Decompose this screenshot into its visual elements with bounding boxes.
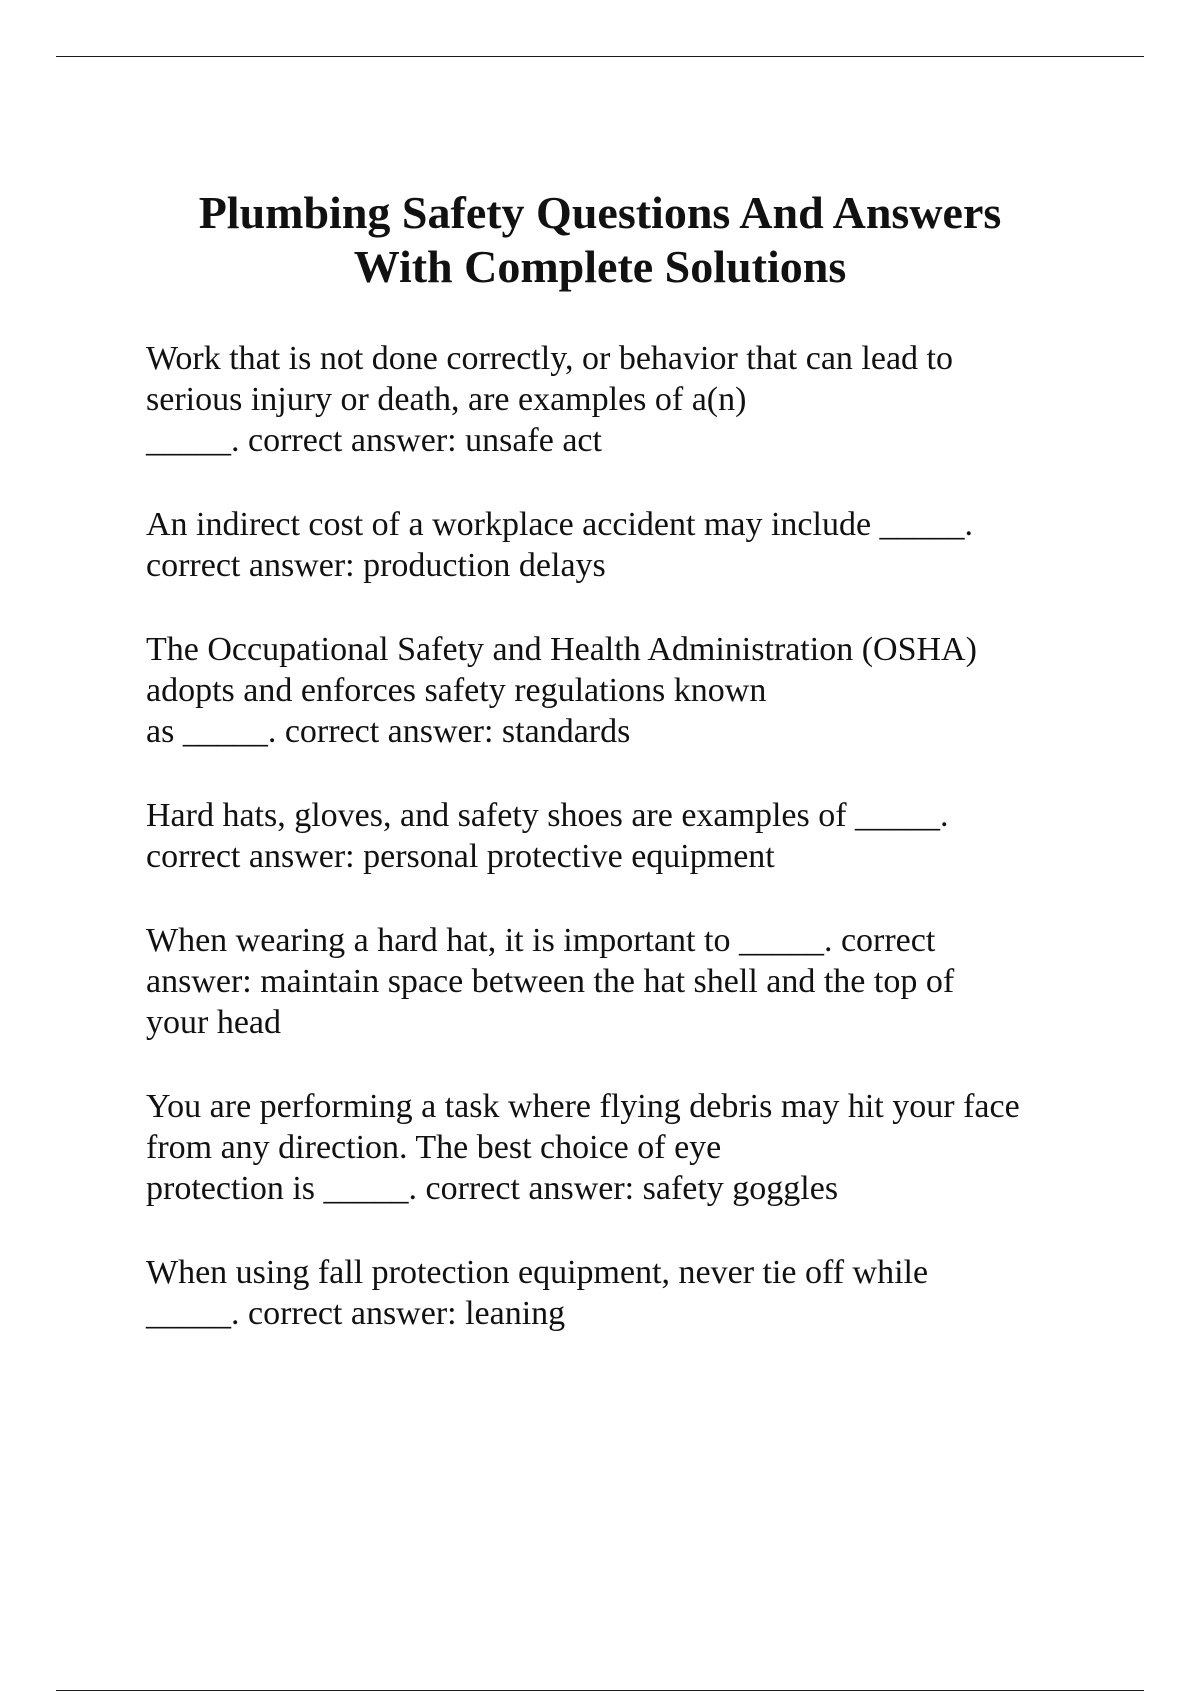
title-line-2: With Complete Solutions (353, 241, 847, 292)
qa-list (146, 338, 1106, 1377)
qa-line: _____. correct answer: leaning (146, 1295, 566, 1332)
qa-line: from any direction. The best choice of eye (146, 1129, 722, 1166)
qa-line: You are performing a task where flying debris may hit your face (146, 1088, 1020, 1125)
qa-item-3 (146, 629, 1106, 752)
qa-line: correct answer: personal protective equipment (146, 838, 775, 875)
qa-line: Work that is not done correctly, or behavior that can lead to (146, 340, 954, 377)
qa-line: Hard hats, gloves, and safety shoes are examples of _____. (146, 797, 949, 834)
qa-line: as _____. correct answer: standards (146, 713, 631, 750)
qa-line: protection is _____. correct answer: safety goggles (146, 1170, 839, 1207)
qa-line: The Occupational Safety and Health Administration (OSHA) (146, 631, 977, 668)
qa-line: serious injury or death, are examples of a(n) (146, 381, 747, 418)
title-line-1: Plumbing Safety Questions And Answers (198, 187, 1002, 238)
bottom-divider (56, 1690, 1144, 1691)
qa-line: An indirect cost of a workplace accident may include _____. (146, 506, 974, 543)
qa-item-6 (146, 1086, 1106, 1209)
qa-item-4 (146, 795, 1106, 877)
qa-item-5 (146, 920, 1106, 1043)
qa-item-7 (146, 1252, 1106, 1334)
qa-line: _____. correct answer: unsafe act (146, 422, 602, 459)
qa-line: When wearing a hard hat, it is important to _____. correct (146, 922, 936, 959)
qa-line: your head (146, 1004, 282, 1041)
top-divider (56, 56, 1144, 57)
page-title (100, 186, 1100, 294)
qa-item-1 (146, 338, 1106, 461)
qa-line: answer: maintain space between the hat shell and the top of (146, 963, 955, 1000)
qa-line: correct answer: production delays (146, 547, 606, 584)
qa-line: When using fall protection equipment, never tie off while (146, 1254, 929, 1291)
qa-item-2 (146, 504, 1106, 586)
qa-line: adopts and enforces safety regulations known (146, 672, 767, 709)
